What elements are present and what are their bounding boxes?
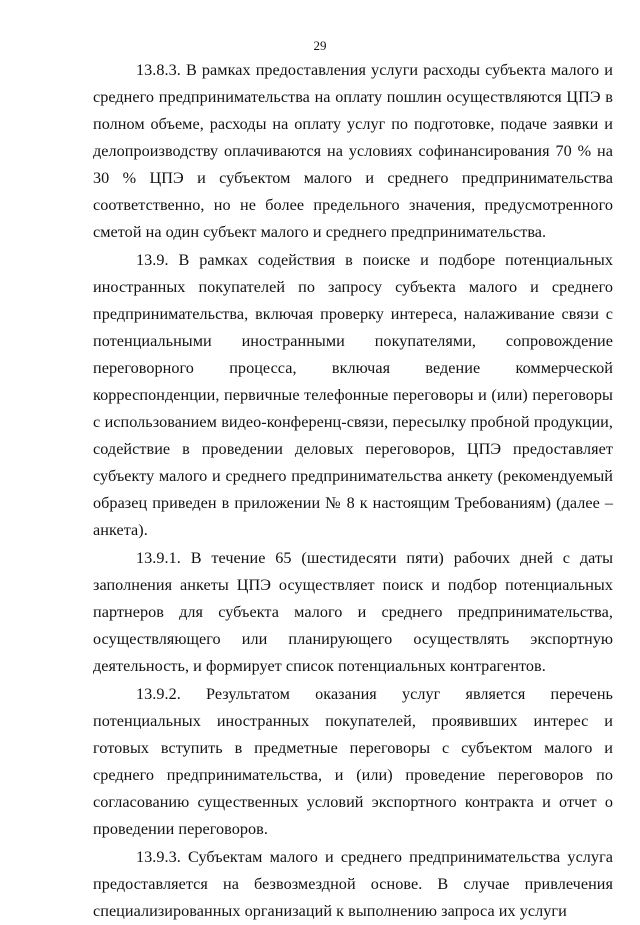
paragraph-13-8-3: 13.8.3. В рамках предоставления услуги расходы субъекта малого и среднего предпринимательства на оплату пошлин осуществляются ЦПЭ в полном объеме, расходы на оплату услуг по подготовке, подаче заявки и делопроизводству оплачиваются на условиях софинансирования 70 % на 30 % ЦПЭ и субъектом малого и среднего предпринимательства соответственно, но не более предельного значения, предусмотренного сметой на один субъект малого и среднего предпринимательства.: [93, 61, 613, 241]
page-number: 29: [313, 38, 327, 53]
paragraph-13-9: 13.9. В рамках содействия в поиске и подборе потенциальных иностранных покупателей по запросу субъекта малого и среднего предпринимательства, включая проверку интереса, налаживание связи с потенциальными иностранными покупателями, сопровождение переговорного процесса, включая ведение коммерческой корреспонденции, первичные телефонные переговоры и (или) переговоры с использованием видео-конференц-связи, пересылку пробной продукции, содействие в проведении деловых переговоров, ЦПЭ предоставляет субъекту малого и среднего предпринимательства анкету (рекомендуемый образец приведен в приложении № 8 к настоящим Требованиям) (далее – анкета).: [93, 251, 613, 539]
paragraph-13-9-1: 13.9.1. В течение 65 (шестидесяти пяти) рабочих дней с даты заполнения анкеты ЦПЭ осуществляет поиск и подбор потенциальных партнеров для субъекта малого и среднего предпринимательства, осуществляющего или планирующего осуществлять экспортную деятельность, и формирует список потенциальных контрагентов.: [93, 549, 613, 675]
paragraph-13-9-3: 13.9.3. Субъектам малого и среднего предпринимательства услуга предоставляется на безвозмездной основе. В случае привлечения специализированных организаций к выполнению запроса их услуги: [93, 848, 613, 920]
paragraph-13-9-2: 13.9.2. Результатом оказания услуг является перечень потенциальных иностранных покупателей, проявивших интерес и готовых вступить в предметные переговоры с субъектом малого и среднего предпринимательства, и (или) проведение переговоров по согласованию существенных условий экспортного контракта и отчет о проведении переговоров.: [93, 685, 613, 838]
document-body: [93, 57, 613, 925]
